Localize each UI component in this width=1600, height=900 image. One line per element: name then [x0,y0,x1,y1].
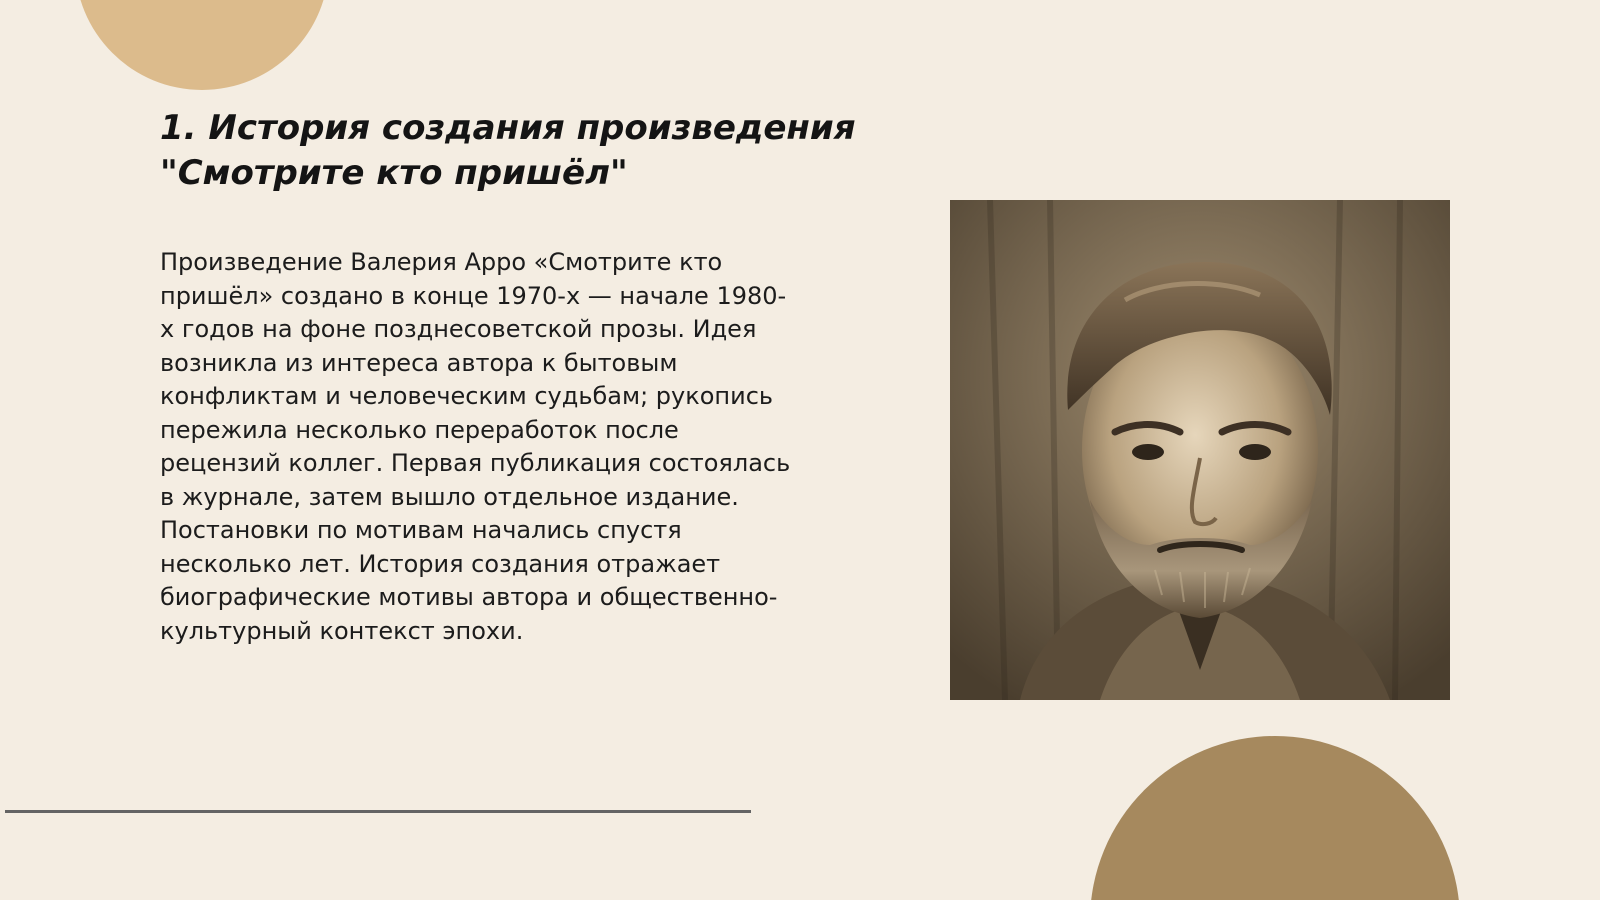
body-line: культурный контекст эпохи. [160,616,524,645]
body-paragraph [160,246,850,648]
slide-title-line: "Смотрите кто пришёл" [160,153,628,193]
body-line: пришёл» создано в конце 1970-х — начале 1980- [160,281,787,310]
decorative-circle-bottom [1090,736,1460,900]
author-portrait [950,200,1450,700]
body-line: возникла из интереса автора к бытовым [160,348,678,377]
body-line: в журнале, затем вышло отдельное издание. [160,482,739,511]
slide-title [160,106,880,196]
divider-line [5,810,751,813]
portrait-illustration [950,200,1450,700]
body-line: рецензий коллег. Первая публикация состоялась [160,449,791,477]
body-line: Постановки по мотивам начались спустя [160,516,682,544]
body-line: несколько лет. История создания отражает [160,549,721,578]
body-line: пережила несколько переработок после [160,415,679,444]
body-line: биографические мотивы автора и общественно- [160,583,778,611]
body-line: Произведение Валерия Арро «Смотрите кто [160,248,723,276]
slide-title-line: 1. История создания произведения [160,108,856,148]
body-line: конфликтам и человеческим судьбам; рукопись [160,382,774,410]
decorative-circle-top [75,0,329,90]
body-line: х годов на фоне позднесоветской прозы. Идея [160,315,757,343]
